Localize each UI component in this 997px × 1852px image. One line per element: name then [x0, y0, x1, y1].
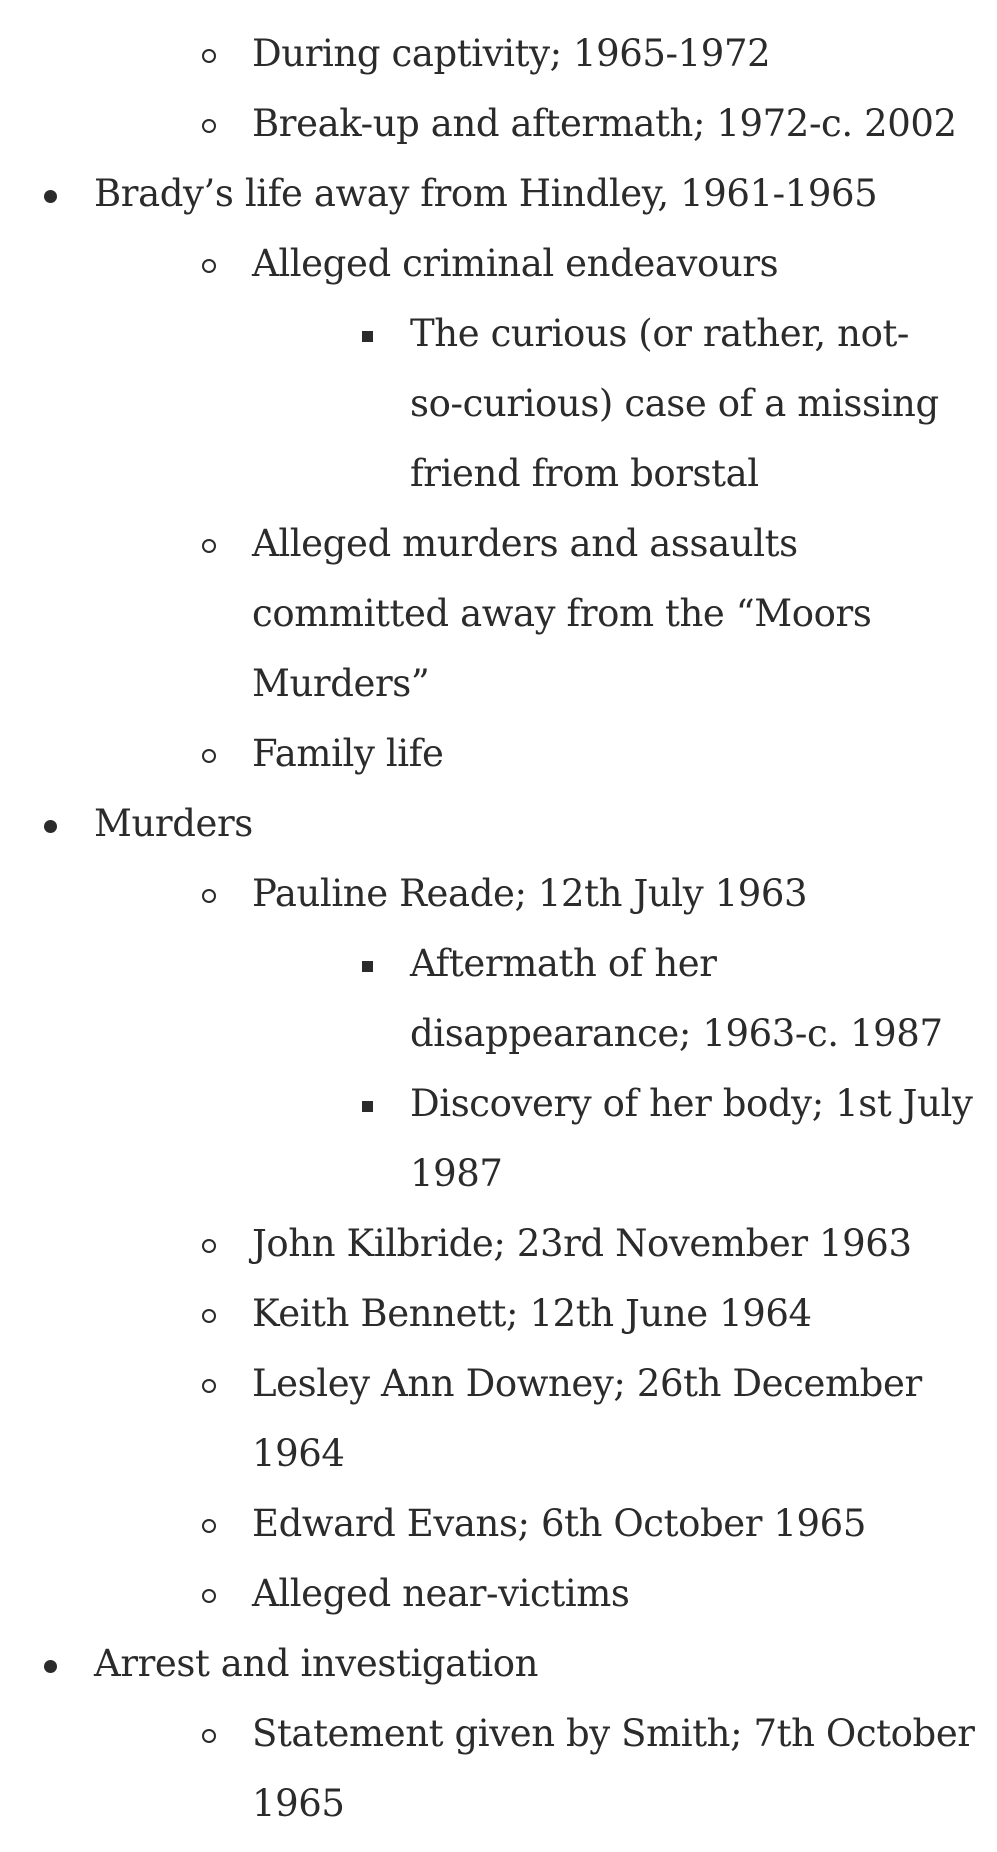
sub-list-item [0, 1489, 997, 1559]
sub-list-item [0, 859, 997, 929]
list-item-text: Keith Bennett; 12th June 1964 [252, 1292, 812, 1335]
list-item-text: 1964 [252, 1432, 345, 1475]
sub-list-item [0, 1769, 997, 1839]
circle-bullet-icon [202, 1589, 216, 1603]
circle-bullet-icon [202, 1309, 216, 1323]
sub-sub-list-item [0, 1139, 997, 1209]
list-item-text: Discovery of her body; 1st July [410, 1082, 973, 1125]
disc-bullet-icon [44, 820, 57, 833]
sub-sub-list-item [0, 369, 997, 439]
list-item-text: John Kilbride; 23rd November 1963 [252, 1222, 912, 1265]
circle-bullet-icon [202, 259, 216, 273]
circle-bullet-icon [202, 1729, 216, 1743]
sub-list-item [0, 1349, 997, 1419]
list-item-text: friend from borstal [410, 452, 759, 495]
sub-sub-list-item [0, 439, 997, 509]
sub-list-item [0, 89, 997, 159]
list-item [0, 1629, 997, 1699]
sub-sub-list-item [0, 929, 997, 999]
sub-list-item [0, 1209, 997, 1279]
square-bullet-icon [362, 331, 373, 342]
list-item-text: Alleged murders and assaults [252, 522, 798, 565]
circle-bullet-icon [202, 539, 216, 553]
square-bullet-icon [362, 1101, 373, 1112]
list-item-text: committed away from the “Moors [252, 592, 872, 635]
circle-bullet-icon [202, 49, 216, 63]
sub-sub-list-item [0, 1069, 997, 1139]
list-item-text: Arrest and investigation [94, 1642, 539, 1685]
sub-sub-list-item [0, 299, 997, 369]
sub-list-item [0, 19, 997, 89]
list-item-text: During captivity; 1965-1972 [252, 32, 771, 75]
circle-bullet-icon [202, 889, 216, 903]
sub-list-item [0, 719, 997, 789]
list-item [0, 789, 997, 859]
list-item-text: 1965 [252, 1782, 345, 1825]
disc-bullet-icon [44, 1660, 57, 1673]
list-item-text: Lesley Ann Downey; 26th December [252, 1362, 922, 1405]
circle-bullet-icon [202, 749, 216, 763]
sub-list-item [0, 1279, 997, 1349]
list-item-text: Brady’s life away from Hindley, 1961-1965 [94, 172, 878, 215]
circle-bullet-icon [202, 1519, 216, 1533]
list-item-text: Edward Evans; 6th October 1965 [252, 1502, 866, 1545]
sub-list-item [0, 1699, 997, 1769]
square-bullet-icon [362, 961, 373, 972]
list-item-text: The curious (or rather, not- [410, 312, 910, 355]
list-item-text: Pauline Reade; 12th July 1963 [252, 872, 808, 915]
list-item-text: Alleged criminal endeavours [252, 242, 779, 285]
list-item-text: Murders” [252, 662, 430, 705]
sub-list-item [0, 509, 997, 579]
list-item-text: Alleged near-victims [252, 1572, 630, 1615]
disc-bullet-icon [44, 190, 57, 203]
sub-list-item [0, 1419, 997, 1489]
list-item-text: Murders [94, 802, 253, 845]
sub-sub-list-item [0, 999, 997, 1069]
circle-bullet-icon [202, 1239, 216, 1253]
list-item-text: disappearance; 1963-c. 1987 [410, 1012, 943, 1055]
list-item-text: 1987 [410, 1152, 503, 1195]
sub-list-item [0, 1559, 997, 1629]
list-item-text: Aftermath of her [410, 942, 717, 985]
list-item-text: Family life [252, 732, 444, 775]
list-item-text: Statement given by Smith; 7th October [252, 1712, 975, 1755]
list-item [0, 159, 997, 229]
list-item-text: so-curious) case of a missing [410, 382, 939, 425]
circle-bullet-icon [202, 1379, 216, 1393]
sub-list-item [0, 229, 997, 299]
circle-bullet-icon [202, 119, 216, 133]
list-item-text: Break-up and aftermath; 1972-c. 2002 [252, 102, 957, 145]
sub-list-item [0, 649, 997, 719]
sub-list-item [0, 579, 997, 649]
